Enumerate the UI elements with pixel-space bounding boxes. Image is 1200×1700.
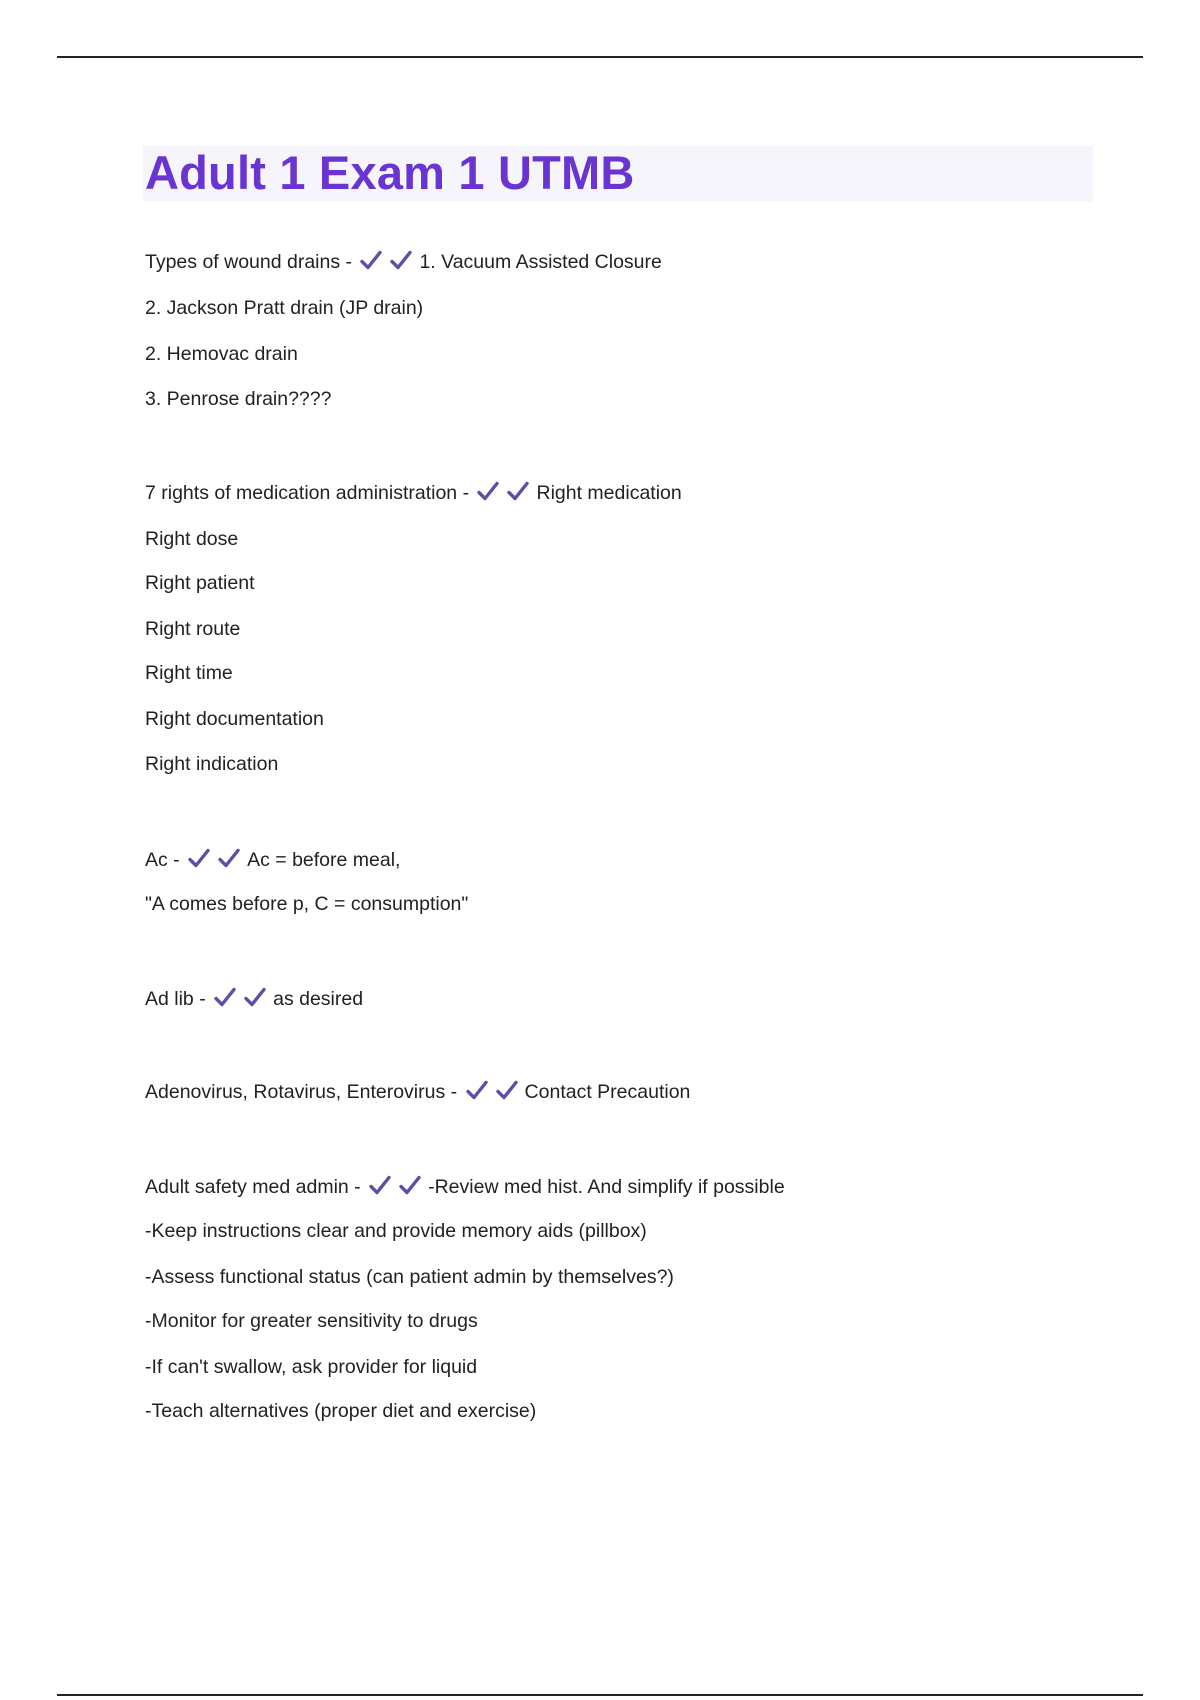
answer-line: -Assess functional status (can patient admin by themselves?) — [145, 1266, 674, 1288]
answer-line: 2. Hemovac drain — [145, 343, 298, 365]
answer-line: Right time — [145, 662, 233, 684]
answer-line: Right patient — [145, 572, 255, 594]
checkmark-icon — [213, 985, 237, 1009]
card-term: Adenovirus, Rotavirus, Enterovirus - — [145, 1081, 463, 1103]
card-term-line — [145, 479, 682, 506]
checkmark-icon — [476, 479, 500, 503]
card-term-line — [145, 248, 662, 275]
card-term-line — [145, 846, 400, 873]
checkmark-icon — [465, 1078, 489, 1102]
checkmark-icon — [398, 1173, 422, 1197]
answer-line: 2. Jackson Pratt drain (JP drain) — [145, 297, 424, 319]
bottom-rule — [57, 1694, 1143, 1696]
card-answer: Ac = before meal, — [247, 849, 401, 871]
answer-line: -If can't swallow, ask provider for liquid — [145, 1356, 478, 1378]
card-term-line — [145, 1078, 690, 1105]
answer-line: -Teach alternatives (proper diet and exercise) — [145, 1400, 537, 1422]
top-rule — [57, 56, 1143, 58]
checkmark-icon — [495, 1078, 519, 1102]
card-answer: -Review med hist. And simplify if possible — [428, 1176, 785, 1198]
card-term: Types of wound drains - — [145, 251, 358, 273]
answer-line: Right indication — [145, 753, 279, 775]
answer-line: 3. Penrose drain???? — [145, 388, 332, 410]
answer-line: "A comes before p, C = consumption" — [145, 893, 469, 915]
answer-line: -Monitor for greater sensitivity to drugs — [145, 1310, 478, 1332]
answer-line: -Keep instructions clear and provide memory aids (pillbox) — [145, 1220, 647, 1242]
checkmark-icon — [187, 846, 211, 870]
checkmark-icon — [506, 479, 530, 503]
checkmark-icon — [243, 985, 267, 1009]
checkmark-icon — [359, 248, 383, 272]
card-answer: as desired — [273, 988, 364, 1010]
card-term: 7 rights of medication administration - — [145, 482, 475, 504]
answer-line: Right dose — [145, 528, 239, 550]
card-term: Adult safety med admin - — [145, 1176, 367, 1198]
card-answer: 1. Vacuum Assisted Closure — [419, 251, 662, 273]
checkmark-icon — [217, 846, 241, 870]
card-term-line — [145, 985, 363, 1012]
checkmark-icon — [368, 1173, 392, 1197]
card-term: Ac - — [145, 849, 186, 871]
card-term: Ad lib - — [145, 988, 212, 1010]
page-title: Adult 1 Exam 1 UTMB — [145, 146, 635, 199]
answer-line: Right route — [145, 618, 241, 640]
answer-line: Right documentation — [145, 708, 324, 730]
checkmark-icon — [389, 248, 413, 272]
card-term-line — [145, 1173, 785, 1200]
card-answer: Contact Precaution — [524, 1081, 691, 1103]
card-answer: Right medication — [536, 482, 682, 504]
